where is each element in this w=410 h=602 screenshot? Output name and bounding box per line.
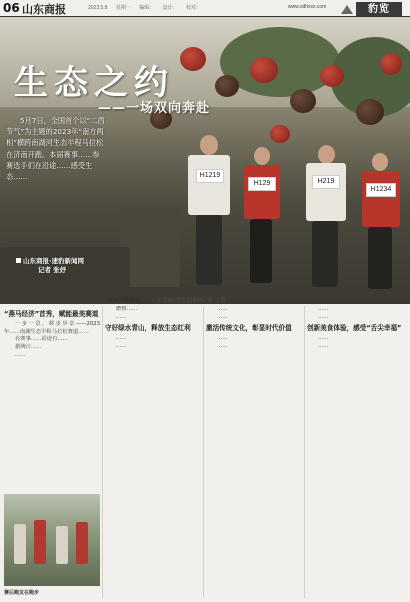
column-tag: 豹览 <box>356 2 402 17</box>
designer-label: 设计： <box>162 5 178 11</box>
paragraph: …… <box>217 306 228 312</box>
subheadline: ——一场双向奔赴 <box>98 101 211 116</box>
runner-legs <box>250 219 272 283</box>
byline-reporter: 记者 张妤 <box>38 266 67 274</box>
paragraph: …… <box>116 313 127 320</box>
race-bib: H1234 <box>366 183 396 197</box>
runner-legs <box>196 215 222 285</box>
square-bullet-icon <box>16 258 21 263</box>
paper-name: 山东商报 <box>22 3 66 16</box>
paragraph: …… <box>15 351 26 358</box>
runner-legs <box>368 227 392 289</box>
inset-caption: 赛后跑友在跑步 <box>4 590 40 596</box>
balloon <box>270 125 290 143</box>
balloon <box>250 57 278 83</box>
paragraph: 在赛事……沿途有…… <box>15 336 68 343</box>
runner <box>56 526 68 564</box>
headline: 生态之约 <box>14 63 174 103</box>
paragraph: 据统计…… <box>15 344 42 351</box>
runner-legs <box>312 221 338 287</box>
section-heading: 激活传统文化，彰显时代价值 <box>206 324 292 333</box>
article-column-3 <box>206 306 302 598</box>
ornament-icon <box>339 3 355 16</box>
paragraph: …… <box>318 306 329 312</box>
balloon <box>380 53 402 75</box>
date: 2023.5.8 <box>88 5 108 11</box>
lead-paragraph: 5月7日，全国首个以“二西节气”为主题的2023年“南方两相”横跨南湖河生态半程马拉松在济南开跑。本届赛事……参赛选手们在沿途……感受生态…… <box>6 116 105 182</box>
inset-photo <box>4 494 100 586</box>
paragraph: …… <box>116 335 127 342</box>
paragraph: …… <box>217 343 228 350</box>
byline <box>16 257 106 275</box>
weekday: 星期一 <box>115 5 131 11</box>
website-url: www.sdhxxx.com <box>288 4 327 10</box>
race-bib: H129 <box>248 177 276 191</box>
race-bib: H219 <box>312 175 340 189</box>
dateline <box>88 4 208 11</box>
section-heading: “燕马经济”首秀，赋能最美赛道 <box>4 310 99 318</box>
runner <box>362 171 400 227</box>
paragraph: …… <box>217 313 228 320</box>
runner-head <box>200 135 218 155</box>
race-bib: H1219 <box>196 169 224 183</box>
section-heading: 守好绿水青山，释放生态红利 <box>105 324 191 333</box>
balloon <box>180 47 206 71</box>
paragraph: 一步一景，移步异景——2023年……南湖生态半程马拉松赛道…… <box>4 321 100 335</box>
paragraph: …… <box>318 335 329 342</box>
photo-caption <box>108 296 225 304</box>
photo-credit: 山东商报·速豹新闻网记者 王利 <box>151 298 226 304</box>
paragraph: …… <box>318 313 329 320</box>
article-column-4 <box>307 306 406 598</box>
paragraph: …… <box>318 343 329 350</box>
balloon <box>215 75 239 97</box>
page-header <box>0 0 410 17</box>
page-number: 06 <box>3 1 20 15</box>
paragraph: 燃情…… <box>116 306 138 312</box>
runner <box>76 522 88 564</box>
article-column-2 <box>105 306 201 598</box>
caption-text: 赛事开跑瞬间。 <box>108 298 146 304</box>
runner <box>244 165 280 219</box>
paragraph: …… <box>116 343 127 350</box>
balloon <box>290 89 316 113</box>
runner <box>34 520 46 564</box>
runner <box>188 155 230 215</box>
runner <box>306 163 346 221</box>
editor-label: 编辑： <box>139 5 155 11</box>
proof-label: 校对： <box>186 5 202 11</box>
paragraph: …… <box>217 335 228 342</box>
hero-photo <box>0 17 410 304</box>
balloon <box>320 65 344 87</box>
runner <box>14 524 26 564</box>
runner-head <box>318 145 335 164</box>
runner-head <box>372 153 388 171</box>
byline-outlet: 山东商报·速豹新闻网 <box>23 257 84 265</box>
section-heading: 创新美食体验，感受“舌尖幸福” <box>307 324 402 333</box>
balloon <box>356 99 384 125</box>
runner-head <box>254 147 270 165</box>
